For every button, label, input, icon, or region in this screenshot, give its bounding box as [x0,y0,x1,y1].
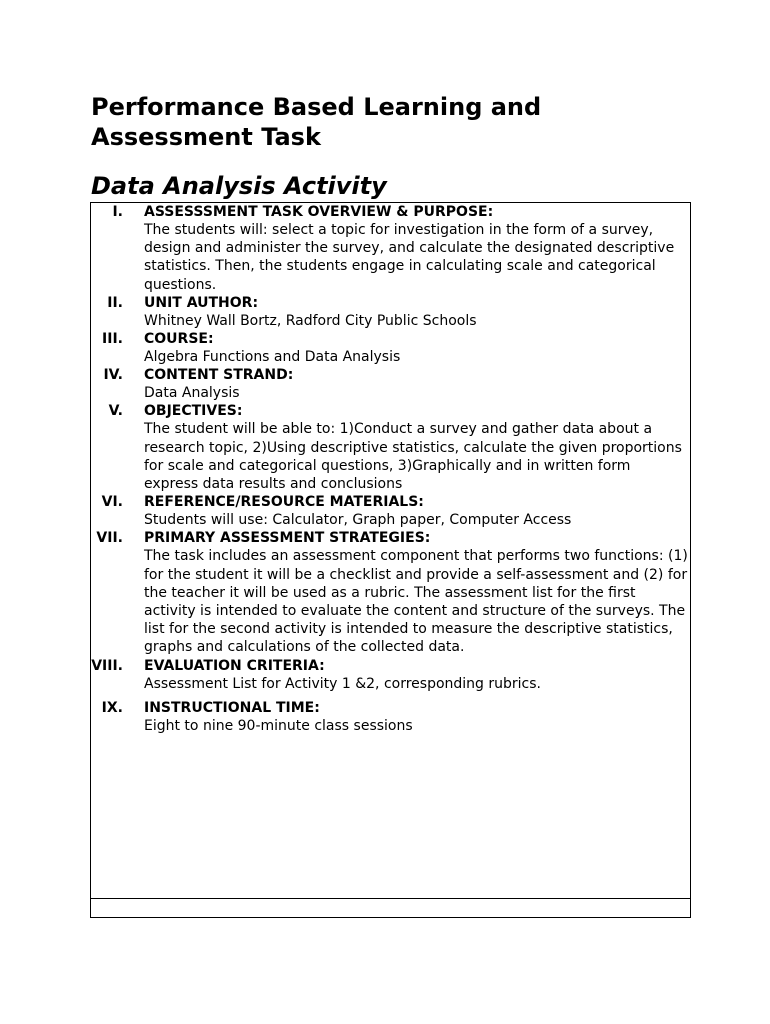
task-details-table [90,202,691,899]
activity-subtitle: Data Analysis Activity [91,172,387,200]
section-numeral: VI. [101,494,123,511]
section-heading: PRIMARY ASSESSMENT STRATEGIES: [144,530,431,547]
section-unit-author [91,294,690,330]
section-text: The student will be able to: 1)Conduct a survey and gather data about a research topic, 2)Using descriptive statistics, calculate the given proportions for scale and categorical questions, 3)Graphically and in written form express data results and conclusions [144,421,682,493]
section-numeral: I. [112,204,123,220]
section-heading: EVALUATION CRITERIA: [144,657,325,674]
section-heading: INSTRUCTIONAL TIME: [144,699,320,716]
section-numeral: VII. [96,530,123,547]
section-text: Eight to nine 90-minute class sessions [144,717,413,734]
section-numeral: IX. [101,699,123,716]
section-text: The task includes an assessment component that performs two functions: (1) for the student it will be a checklist and provide a self-assessment and (2) for the teacher it will be used as a rubric. The assessment list for the first activity is intended to evaluate the content and structure of the surveys. The list for the second activity is intended to measure the descriptive statistics, graphs and calculations of the collected data. [144,548,688,656]
table-footer-row [90,898,691,918]
section-course [91,330,690,366]
section-heading: ASSESSSMENT TASK OVERVIEW & PURPOSE: [144,204,494,220]
section-objectives [91,402,690,493]
section-list [91,203,690,735]
section-reference-materials [91,493,690,529]
section-heading: CONTENT STRAND: [144,367,294,384]
page-title: Performance Based Learning and Assessment Task [91,93,542,151]
section-heading: REFERENCE/RESOURCE MATERIALS: [144,494,424,511]
section-heading: OBJECTIVES: [144,403,243,420]
section-numeral: III. [102,331,123,348]
section-numeral: VIII. [91,657,123,674]
section-numeral: IV. [103,367,123,384]
section-heading: UNIT AUTHOR: [144,294,259,311]
section-text: Algebra Functions and Data Analysis [144,349,401,366]
section-text: Assessment List for Activity 1 &2, corresponding rubrics. [144,675,541,692]
section-text: The students will: select a topic for investigation in the form of a survey, design and administer the survey, and calculate the designated descriptive statistics. Then, the students engage in calculating scale and categorical questions. [144,222,675,293]
section-numeral: II. [107,294,123,311]
section-evaluation-criteria [91,657,690,693]
section-content-strand [91,366,690,402]
section-text: Data Analysis [144,385,240,402]
section-instructional-time [91,699,690,735]
section-text: Whitney Wall Bortz, Radford City Public Schools [144,312,477,329]
section-text: Students will use: Calculator, Graph paper, Computer Access [144,512,572,529]
section-overview [91,203,690,294]
section-assessment-strategies [91,529,690,656]
section-heading: COURSE: [144,331,214,348]
section-numeral: V. [108,403,123,420]
